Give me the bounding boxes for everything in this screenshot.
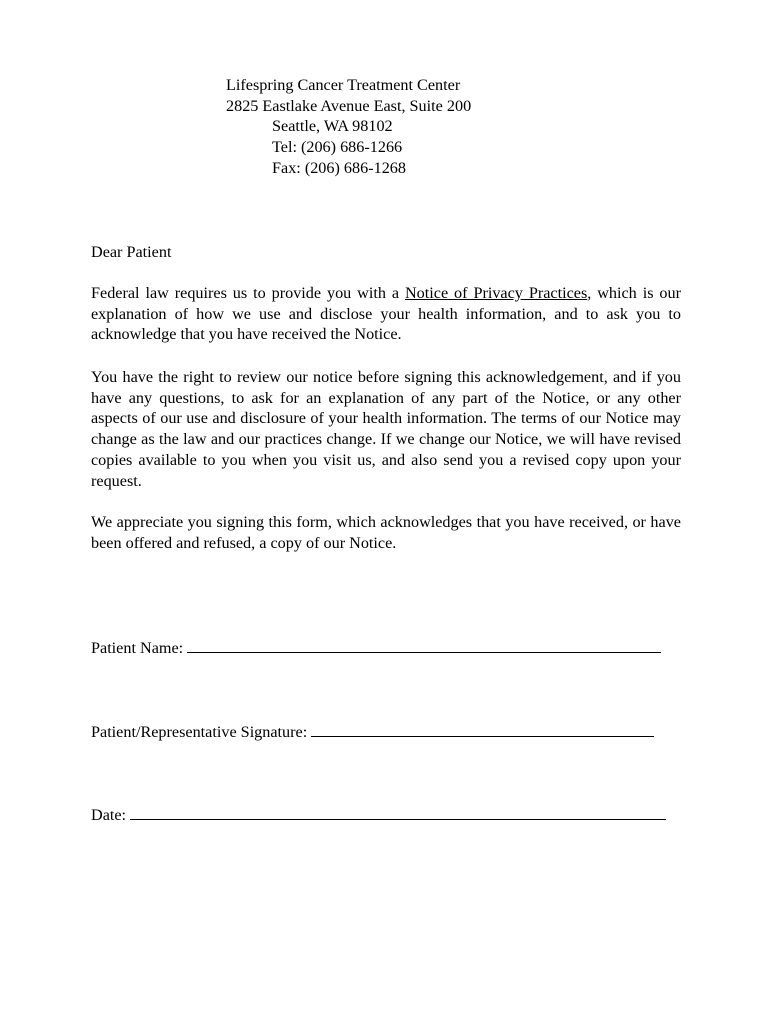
- date-line[interactable]: [130, 805, 666, 820]
- date-field: [91, 805, 666, 826]
- city-state-zip: Seattle, WA 98102: [272, 117, 393, 136]
- patient-name-label: Patient Name:: [91, 639, 184, 657]
- p1-text-after: , which is our explanation of how we use and disclose your health information, and to ask you to acknowledge that you have received the Notice.: [91, 284, 681, 344]
- telephone: Tel: (206) 686-1266: [272, 138, 403, 157]
- paragraph-appreciation: We appreciate you signing this form, which acknowledges that you have received, or have been offered and refused, a copy of our Notice.: [91, 513, 681, 552]
- signature-label: Patient/Representative Signature:: [91, 723, 308, 741]
- salutation: Dear Patient: [91, 243, 172, 261]
- address-line: 2825 Eastlake Avenue East, Suite 200: [226, 96, 472, 115]
- notice-of-privacy-practices: Notice of Privacy Practices: [404, 284, 588, 302]
- paragraph-rights: You have the right to review our notice before signing this acknowledgement, and if you have any questions, to ask for an explanation of any part of the Notice, or any other aspects of our use and disclosure of your health information. The terms of our Notice may change as the law and our practices change. If we change our Notice, we will have revised copies available to you when you visit us, and also send you a revised copy upon your request.: [91, 368, 681, 490]
- date-label: Date:: [91, 806, 127, 824]
- fax: Fax: (206) 686-1268: [272, 158, 406, 177]
- patient-name-field: [91, 638, 661, 659]
- patient-name-line[interactable]: [187, 638, 661, 653]
- p1-text-before: Federal law requires us to provide you with a: [91, 284, 405, 302]
- signature-field: [91, 722, 654, 743]
- signature-line[interactable]: [311, 722, 654, 737]
- org-name: Lifespring Cancer Treatment Center: [226, 76, 461, 94]
- letterhead: [226, 75, 646, 179]
- paragraph-notice-intro: [91, 283, 681, 345]
